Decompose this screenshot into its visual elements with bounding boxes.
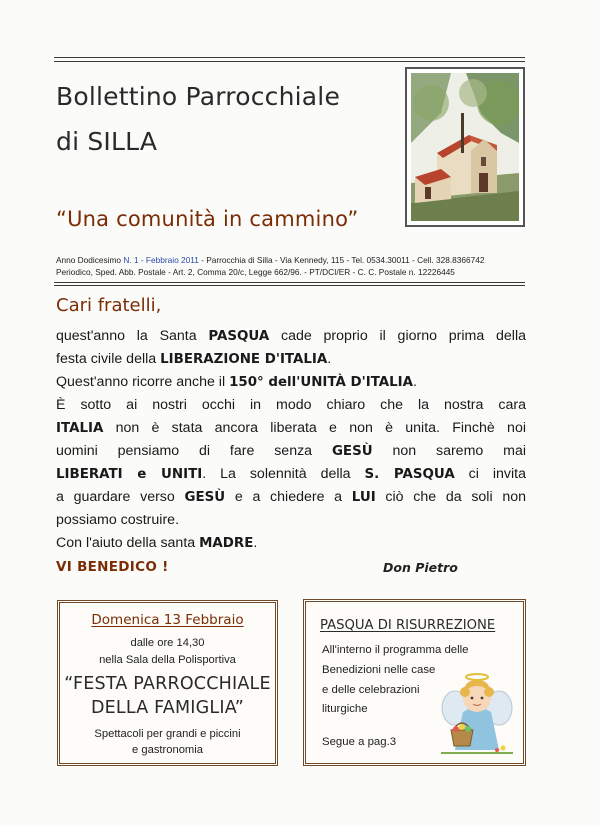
letter-signature: Don Pietro — [383, 560, 458, 575]
letter-line: a guardare verso GESÙ e a chiedere a LUI ciò che da soli non — [56, 489, 526, 505]
easter-box — [303, 599, 526, 766]
easter-line: liturgiche — [322, 703, 368, 715]
letter-blessing: VI BENEDICO ! — [56, 559, 169, 575]
event-title-line2: DELLA FAMIGLIA” — [90, 698, 244, 718]
event-time: dalle ore 14,30 — [130, 637, 205, 649]
top-rule-inner — [54, 61, 525, 62]
letter-line: quest'anno la Santa PASQUA cade proprio il giorno prima della — [56, 328, 526, 344]
easter-line: All'interno il programma delle — [322, 644, 469, 656]
event-note-line2: e gastronomia — [132, 744, 203, 756]
event-title-line1: “FESTA PARROCCHIALE — [64, 674, 271, 694]
letter-line: uomini pensiamo di fare senza GESÙ non saremo mai — [56, 443, 526, 459]
issue-number: N. 1 - Febbraio 2011 — [123, 255, 199, 265]
easter-line: e delle celebrazioni — [322, 684, 420, 696]
event-box — [57, 600, 278, 766]
letter-line: possiamo costruire. — [56, 512, 180, 528]
masthead-info-line — [56, 255, 526, 265]
letter-line: festa civile della LIBERAZIONE D'ITALIA. — [56, 351, 332, 367]
event-date: Domenica 13 Febbraio — [91, 612, 244, 628]
motto: “Una comunità in cammino” — [56, 207, 359, 231]
event-place: nella Sala della Polisportiva — [99, 654, 236, 666]
event-note-line1: Spettacoli per grandi e piccini — [94, 728, 241, 740]
masthead-title: Bollettino Parrocchiale — [56, 82, 341, 111]
letter-line: Quest'anno ricorre anche il 150° dell'UNITÀ D'ITALIA. — [56, 374, 417, 390]
masthead-bottom-rule — [54, 282, 525, 283]
letter-line: Con l'aiuto della santa MADRE. — [56, 535, 258, 551]
easter-heading: PASQUA DI RISURREZIONE — [320, 618, 496, 633]
letter-line: ITALIA non è stata ancora liberata e non è unita. Finchè noi — [56, 420, 526, 436]
easter-continued: Segue a pag.3 — [322, 736, 397, 748]
letter-greeting: Cari fratelli, — [56, 295, 162, 316]
masthead-postal-line: Periodico, Sped. Abb. Postale - Art. 2, Comma 20/c, Legge 662/96. - PT/DCI/ER - C. C. Postale n. 12226445 — [56, 267, 455, 277]
top-rule — [54, 57, 525, 58]
letter-line: È sotto ai nostri occhi in modo chiaro che la nostra cara — [56, 397, 526, 413]
angel-with-basket-icon — [441, 668, 513, 758]
masthead-subtitle: di SILLA — [56, 127, 158, 156]
easter-line: Benedizioni nelle case — [322, 664, 436, 676]
letter-line: LIBERATI e UNITI. La solennità della S. PASQUA ci invita — [56, 466, 526, 482]
church-painting-icon — [405, 67, 525, 227]
masthead-bottom-rule-inner — [54, 285, 525, 286]
info-year: Anno Dodicesimo — [56, 255, 124, 265]
info-address: - Parrocchia di Silla - Via Kennedy, 115 - Tel. 0534.30011 - Cell. 328.8366742 — [198, 255, 485, 265]
